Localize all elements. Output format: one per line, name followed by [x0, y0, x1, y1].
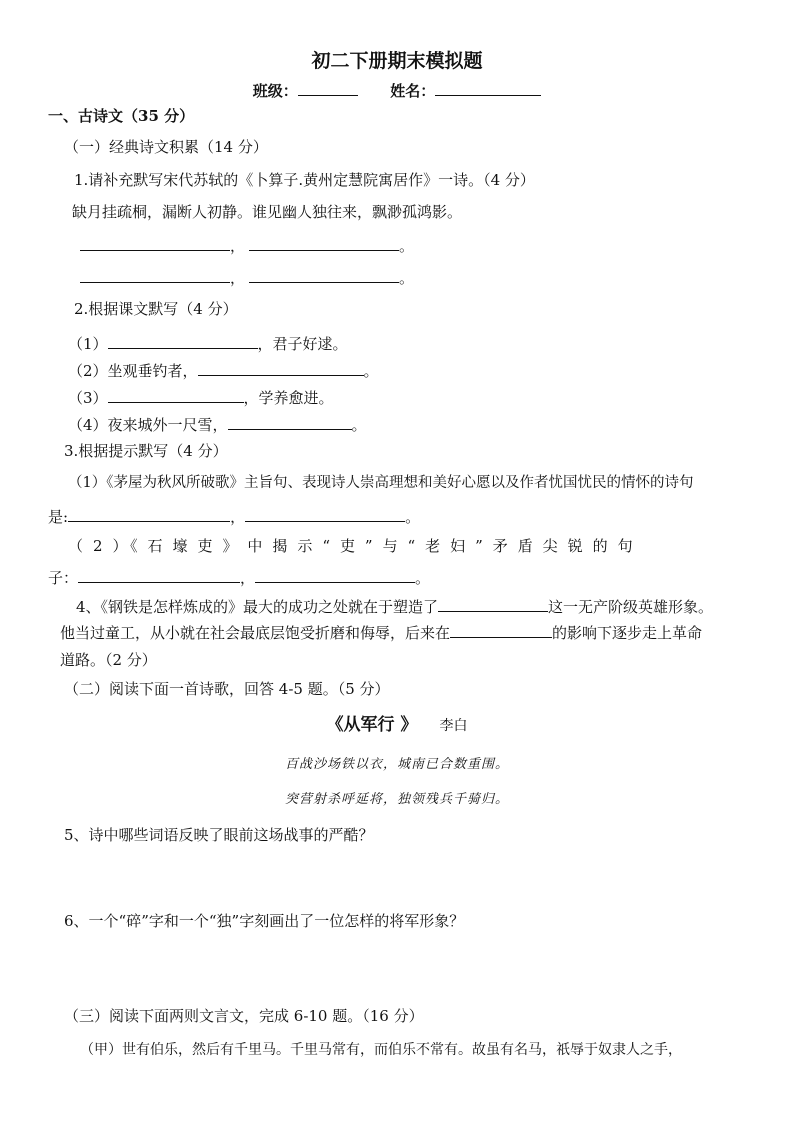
q3-blank-2[interactable]	[245, 506, 405, 522]
poem-author: 李白	[439, 718, 468, 734]
q1-blank-3[interactable]	[80, 267, 230, 283]
class-blank[interactable]	[298, 80, 358, 96]
class-label: 班级：	[252, 82, 298, 100]
q1-blank-2[interactable]	[249, 235, 399, 251]
q3-blank-1[interactable]	[68, 506, 230, 522]
q3-item-2-answer: 子： ， 。	[48, 569, 431, 587]
q2-blank-2[interactable]	[198, 360, 364, 376]
q2-blank-4[interactable]	[228, 414, 352, 430]
q4-line-1: 4、《钢铁是怎样炼成的》最大的成功之处就在于塑造了 这一无产阶级英雄形象。	[76, 598, 714, 616]
part2-heading: （二）阅读下面一首诗歌，回答 4-5 题。（5 分）	[64, 680, 390, 698]
poem-line-1: 百战沙场铁以衣，城南已合数重围。	[284, 757, 509, 772]
q4-blank-1[interactable]	[438, 596, 548, 612]
q5-prompt: 5、诗中哪些词语反映了眼前这场战事的严酷？	[64, 826, 374, 844]
q3-blank-3[interactable]	[78, 567, 240, 583]
poem-line-2: 突营射杀呼延将，独领残兵千骑归。	[284, 792, 509, 807]
q2-prompt: 2.根据课文默写（4 分）	[74, 300, 238, 318]
section1-heading: 一、古诗文（35 分）	[48, 107, 195, 125]
q3-blank-4[interactable]	[255, 567, 415, 583]
student-info-line	[0, 80, 794, 101]
name-blank[interactable]	[435, 80, 541, 96]
q2-blank-3[interactable]	[108, 387, 244, 403]
q1-given-text: 缺月挂疏桐，漏断人初静。谁见幽人独往来，飘渺孤鸿影。	[72, 203, 463, 221]
name-label: 姓名：	[390, 82, 436, 100]
q6-prompt: 6、一个“碎”字和一个“独”字刻画出了一位怎样的将军形象？	[64, 912, 465, 930]
q3-item-1-answer: 是: ， 。	[48, 508, 421, 526]
part1-heading: （一）经典诗文积累（14 分）	[64, 138, 268, 156]
q2-item-2: （2）坐观垂钓者， 。	[68, 362, 379, 380]
q3-prompt: 3.根据提示默写（4 分）	[64, 442, 228, 460]
q1-answer-row-1: ， 。	[80, 235, 414, 256]
q3-item-1-text: （1）《茅屋为秋风所破歌》主旨句、表现诗人崇高理想和美好心愿以及作者忧国忧民的情怀的诗句	[68, 475, 694, 491]
q1-answer-row-2: ， 。	[80, 267, 414, 288]
q3-item-2-text: （ 2 ）《 石 壕 吏 》 中 揭 示 “ 吏 ” 与 “ 老 妇 ” 矛 盾 尖 锐 的 句	[68, 537, 636, 555]
part3-heading: （三）阅读下面两则文言文，完成 6-10 题。（16 分）	[64, 1007, 424, 1025]
page-title: 初二下册期末模拟题	[311, 50, 483, 72]
q1-blank-4[interactable]	[249, 267, 399, 283]
q2-item-4: （4）夜来城外一尺雪， 。	[68, 416, 367, 434]
q4-line-3: 道路。（2 分）	[60, 651, 157, 669]
q1-prompt: 1.请补充默写宋代苏轼的《卜算子.黄州定慧院寓居作》一诗。（4 分）	[74, 171, 535, 189]
q1-blank-1[interactable]	[80, 235, 230, 251]
q2-item-1: （1） ，君子好逑。	[68, 335, 348, 353]
poem-title: 《从军行 》	[326, 715, 418, 735]
q2-item-3: （3） ，学养愈进。	[68, 389, 334, 407]
q4-line-2: 他当过童工，从小就在社会最底层饱受折磨和侮辱，后来在 的影响下逐步走上革命	[60, 624, 703, 642]
q2-blank-1[interactable]	[108, 333, 258, 349]
text-a-line-1: （甲）世有伯乐，然后有千里马。千里马常有，而伯乐不常有。故虽有名马，祇辱于奴隶人之手，	[80, 1042, 682, 1058]
poem-title-line	[0, 715, 794, 736]
q4-blank-2[interactable]	[450, 622, 552, 638]
